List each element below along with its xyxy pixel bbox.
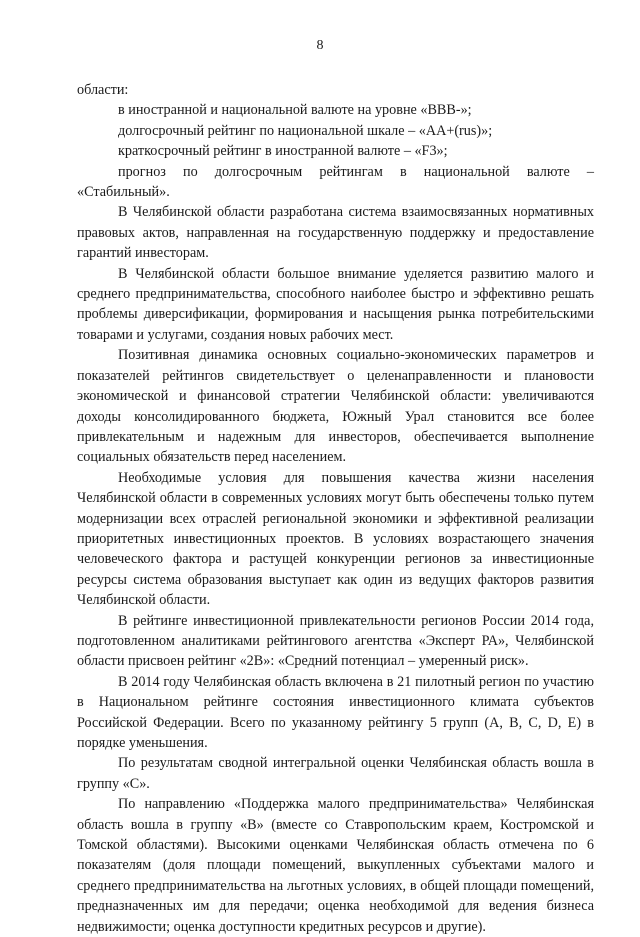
paragraph: В 2014 году Челябинская область включена в 21 пилотный регион по участию в Национальном рейтинге состояния инвестиционного климата субъектов Российской Федерации. Всего по указанному рейтингу 5 групп (A, B, C, D, E) в порядке уменьшения. — [77, 673, 594, 751]
paragraph: В рейтинге инвестиционной привлекательности регионов России 2014 года, подготовленном аналитиками рейтингового агентства «Эксперт РА», Челябинской области присвоен рейтинг «2В»: «Средний потенциал – умеренный риск». — [77, 612, 594, 670]
paragraph: По направлению «Поддержка малого предпринимательства» Челябинская область вошла в группу «В» (вместе со Ставропольским краем, Костромской и Томской областями). Высокими оценками Челябинская область отмечена по 6 показателям (доля площади помещений, выкупленных субъектами малого и среднего предпринимательства на льготных условиях, в общей площади помещений, предназначенных им для передачи; оценка необходимой для ведения бизнеса недвижимости; оценка доступности кредитных ресурсов и другие). — [77, 796, 594, 935]
paragraph: краткосрочный рейтинг в иностранной валюте – «F3»; — [118, 143, 448, 160]
paragraph: В Челябинской области большое внимание уделяется развитию малого и среднего предпринимательства, способного наиболее быстро и эффективно решать проблемы диверсификации, формирования и насыщения рынка потребительскими товарами и услугами, создания новых рабочих мест. — [77, 265, 594, 343]
paragraph: Необходимые условия для повышения качества жизни населения Челябинской области в современных условиях могут быть обеспечены только путем модернизации всех отраслей региональной экономики и эффективной реализации приоритетных инвестиционных проектов. В условиях возрастающего значения человеческого фактора и растущей конкуренции регионов за инвестиционные ресурсы система образования выступает как один из ведущих факторов развития Челябинской области. — [77, 469, 594, 609]
page-number: 8 — [316, 38, 324, 53]
paragraph: области: — [77, 82, 129, 98]
paragraph: долгосрочный рейтинг по национальной шкале – «AA+(rus)»; — [118, 122, 493, 139]
paragraph: Позитивная динамика основных социально-экономических параметров и показателей рейтингов свидетельствует о целенаправленности и плановости экономической и финансовой стратегии Челябинской области: увеличиваются доходы консолидированного бюджета, Южный Урал становится все более привлекательным и надежным для инвесторов, обеспечивается выполнение социальных обязательств перед населением. — [77, 347, 594, 466]
paragraph: прогноз по долгосрочным рейтингам в национальной валюте – «Стабильный». — [77, 163, 594, 201]
paragraph: в иностранной и национальной валюте на уровне «BBB-»; — [118, 102, 472, 119]
paragraph: По результатам сводной интегральной оценки Челябинская область вошла в группу «С». — [77, 755, 594, 792]
paragraph: В Челябинской области разработана система взаимосвязанных нормативных правовых актов, направленная на государственную поддержку и предоставление гарантий инвесторам. — [77, 204, 594, 262]
document-body — [77, 80, 594, 937]
